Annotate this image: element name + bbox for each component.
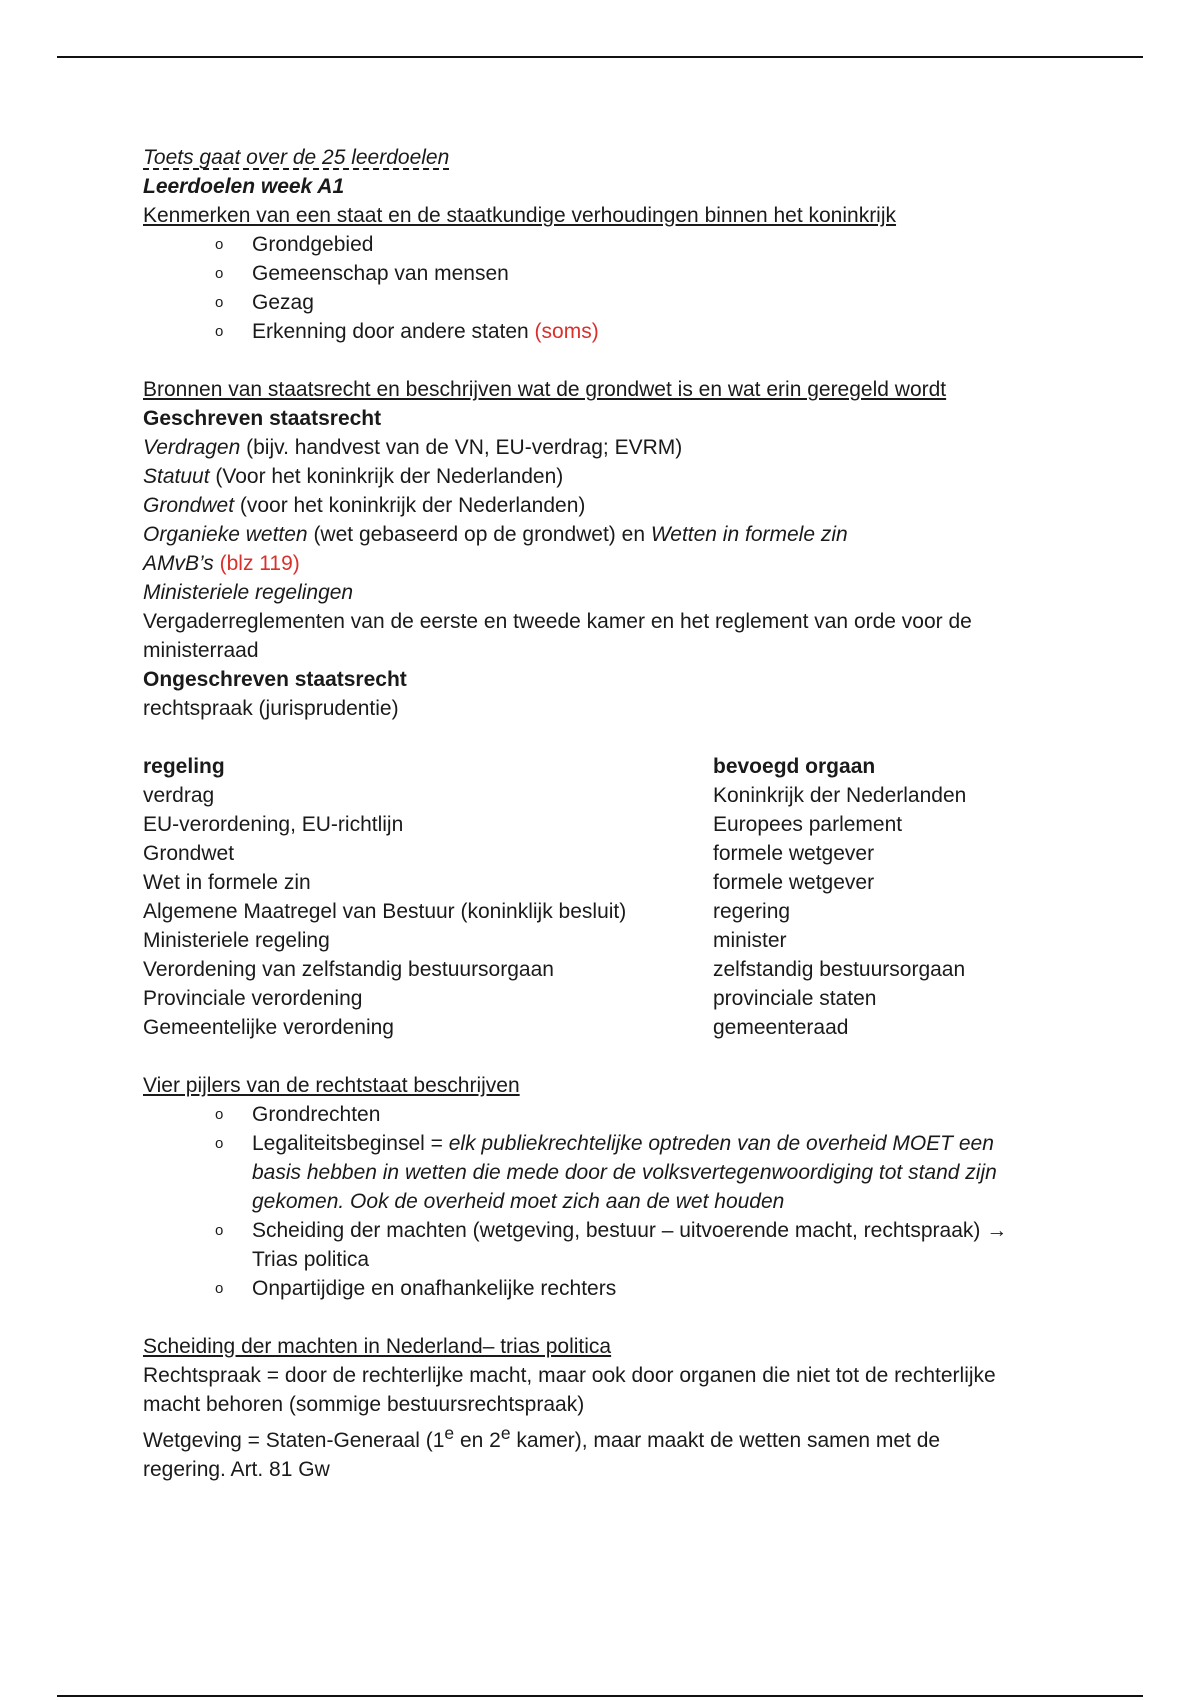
table-header-orgaan: bevoegd orgaan bbox=[713, 755, 876, 778]
week-title: Leerdoelen week A1 bbox=[143, 175, 345, 198]
intro-note: Toets gaat over de 25 leerdoelen bbox=[143, 146, 450, 169]
bullet-icon: o bbox=[215, 1222, 224, 1239]
table-cell: gemeenteraad bbox=[713, 1016, 849, 1039]
list-item: o Grondgebied bbox=[143, 230, 1063, 259]
bullet-icon: o bbox=[215, 265, 224, 282]
list-item: o Gezag bbox=[143, 288, 1063, 317]
table-cell: Europees parlement bbox=[713, 813, 903, 836]
list-item: o Gemeenschap van mensen bbox=[143, 259, 1063, 288]
table-header-regeling: regeling bbox=[143, 755, 225, 778]
table-cell: verdrag bbox=[143, 784, 215, 807]
rechtspraak-text: Rechtspraak = door de rechterlijke macht, maar ook door organen die niet tot de rechterlijke bbox=[143, 1364, 996, 1387]
table-cell: zelfstandig bestuursorgaan bbox=[713, 958, 966, 981]
bullet-icon: o bbox=[215, 1135, 224, 1152]
red-note: (blz 119) bbox=[213, 552, 300, 575]
bullet-icon: o bbox=[215, 323, 224, 340]
table-cell: Verordening van zelfstandig bestuursorgaan bbox=[143, 958, 554, 981]
list-item: o Legaliteitsbeginsel = elk publiekrechtelijke optreden van de overheid MOET een basis hebben in wetten die mede door de volksvertegenwoordiging tot stand zijn gekomen. Ook de overheid moet zich aan de wet houden bbox=[143, 1129, 1042, 1216]
source-vergaderreglementen: Vergaderreglementen van de eerste en tweede kamer en het reglement van orde voor de bbox=[143, 610, 972, 633]
table-cell: provinciale staten bbox=[713, 987, 877, 1010]
source-verdragen: Verdragen (bijv. handvest van de VN, EU-verdrag; EVRM) bbox=[143, 436, 683, 459]
wetgeving-text-cont: regering. Art. 81 Gw bbox=[143, 1458, 330, 1481]
bottom-rule bbox=[57, 1695, 1143, 1697]
source-statuut: Statuut (Voor het koninkrijk der Nederlanden) bbox=[143, 465, 564, 488]
document-body bbox=[143, 143, 1063, 1484]
regeling-table bbox=[143, 752, 1063, 1042]
top-rule bbox=[57, 56, 1143, 58]
table-cell: Ministeriele regeling bbox=[143, 929, 330, 952]
table-cell: Gemeentelijke verordening bbox=[143, 1016, 394, 1039]
source-amvb: AMvB’s (blz 119) bbox=[143, 552, 300, 575]
section-scheiding-title: Scheiding der machten in Nederland– trias politica bbox=[143, 1335, 612, 1358]
source-grondwet: Grondwet (voor het koninkrijk der Nederlanden) bbox=[143, 494, 586, 517]
unwritten-law-heading: Ongeschreven staatsrecht bbox=[143, 668, 407, 691]
bullet-icon: o bbox=[215, 294, 224, 311]
section-pijlers-title: Vier pijlers van de rechtstaat beschrijven bbox=[143, 1074, 520, 1097]
table-cell: formele wetgever bbox=[713, 842, 875, 865]
source-vergaderreglementen-cont: ministerraad bbox=[143, 639, 259, 662]
section-kenmerken-title: Kenmerken van een staat en de staatkundige verhoudingen binnen het koninkrijk bbox=[143, 204, 897, 227]
unwritten-law-text: rechtspraak (jurisprudentie) bbox=[143, 697, 399, 720]
list-item: o Erkenning door andere staten (soms) bbox=[143, 317, 1063, 346]
table-cell: regering bbox=[713, 900, 791, 923]
table-cell: Wet in formele zin bbox=[143, 871, 311, 894]
red-note: (soms) bbox=[534, 320, 599, 343]
table-cell: Provinciale verordening bbox=[143, 987, 363, 1010]
list-item: o Onpartijdige en onafhankelijke rechters bbox=[143, 1274, 1063, 1303]
table-cell: EU-verordening, EU-richtlijn bbox=[143, 813, 404, 836]
source-organieke-wetten: Organieke wetten (wet gebaseerd op de grondwet) en Wetten in formele zin bbox=[143, 523, 848, 546]
bullet-icon: o bbox=[215, 236, 224, 253]
table-cell: Algemene Maatregel van Bestuur (koninklijk besluit) bbox=[143, 900, 627, 923]
table-cell: minister bbox=[713, 929, 787, 952]
table-cell: formele wetgever bbox=[713, 871, 875, 894]
source-ministeriele-regelingen: Ministeriele regelingen bbox=[143, 581, 354, 604]
bullet-icon: o bbox=[215, 1280, 224, 1297]
list-item: o Scheiding der machten (wetgeving, bestuur – uitvoerende macht, rechtspraak) → Trias politica bbox=[143, 1216, 1042, 1274]
section-bronnen-title: Bronnen van staatsrecht en beschrijven wat de grondwet is en wat erin geregeld wordt bbox=[143, 378, 947, 401]
wetgeving-text: Wetgeving = Staten-Generaal (1e en 2e kamer), maar maakt de wetten samen met de bbox=[143, 1423, 941, 1452]
list-item: o Grondrechten bbox=[143, 1100, 1063, 1129]
rechtspraak-text-cont: macht behoren (sommige bestuursrechtspraak) bbox=[143, 1393, 585, 1416]
written-law-heading: Geschreven staatsrecht bbox=[143, 407, 382, 430]
bullet-icon: o bbox=[215, 1106, 224, 1123]
table-cell: Koninkrijk der Nederlanden bbox=[713, 784, 967, 807]
table-cell: Grondwet bbox=[143, 842, 235, 865]
